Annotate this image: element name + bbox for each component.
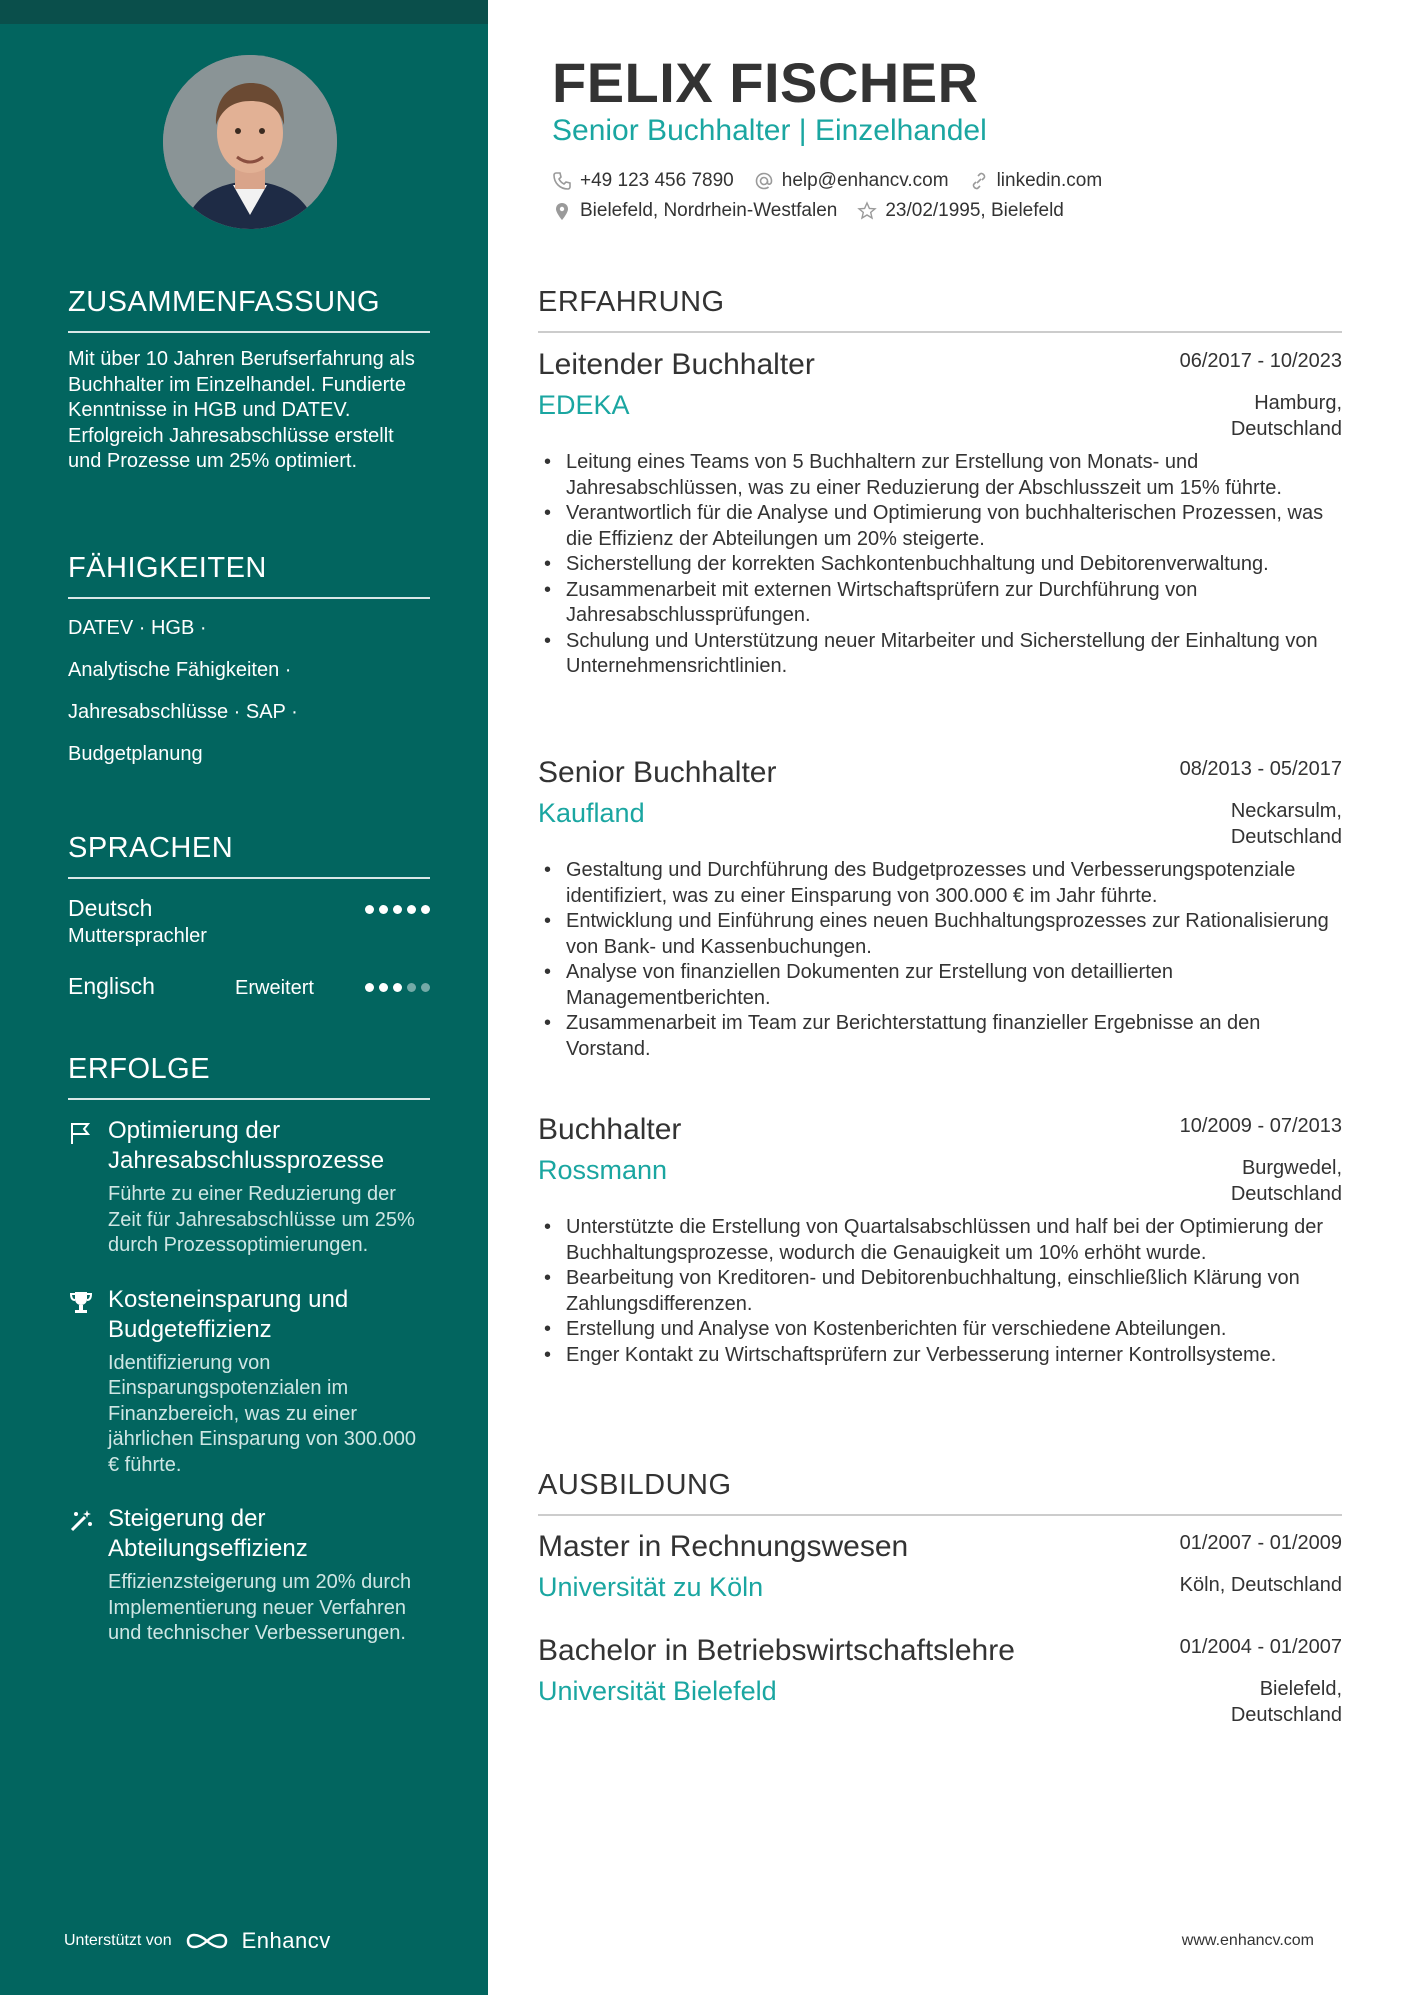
sidebar-top-bar [0, 0, 488, 24]
job-bullet: • Bearbeitung von Kreditoren- und Debitorenbuchhaltung, einschließlich Klärung von Zahlungsdifferenzen. [538, 1266, 1342, 1317]
contact-birth [857, 200, 1064, 222]
job-bullet: • Entwicklung und Einführung eines neuen Buchhaltungsprozesses zur Rationalisierung von Bank- und Kassenbuchungen. [538, 909, 1342, 960]
sidebar [0, 0, 488, 1995]
at-icon [754, 171, 774, 191]
flag-icon [68, 1120, 94, 1146]
rating-dot-empty [421, 983, 430, 992]
job-bullets [538, 1215, 1342, 1368]
brand-name: Enhancv [241, 1928, 331, 1953]
job-bullet: • Erstellung und Analyse von Kostenberichten für verschiedene Abteilungen. [538, 1317, 1342, 1343]
rating-dot-filled [365, 983, 374, 992]
achievement-item [68, 1504, 430, 1647]
job-bullets [538, 450, 1342, 680]
contact-row-2 [552, 200, 1064, 222]
language-item [68, 973, 430, 1033]
job-title: Leitender Buchhalter [538, 348, 815, 381]
rating-dot-empty [407, 983, 416, 992]
job-company: EDEKA [538, 390, 630, 420]
job-location: Hamburg, Deutschland [1230, 392, 1342, 440]
degree-title: Master in Rechnungswesen [538, 1530, 909, 1563]
job-company: Rossmann [538, 1155, 668, 1185]
location-text: Bielefeld, Nordrhein-Westfalen [580, 200, 838, 221]
language-level: Erweitert [235, 977, 314, 999]
summary-title: ZUSAMMENFASSUNG [68, 286, 430, 333]
powered-label: Unterstützt von [64, 1932, 172, 1949]
job-bullet: • Analyse von finanziellen Dokumenten zur Erstellung von detaillierten Managementberichten. [538, 960, 1342, 1011]
job-title: Senior Buchhalter [538, 756, 777, 789]
trophy-icon [68, 1289, 94, 1315]
job-bullet: • Schulung und Unterstützung neuer Mitarbeiter und Sicherstellung der Einhaltung von Unternehmensrichtlinien. [538, 629, 1342, 680]
rating-dot-filled [365, 905, 374, 914]
education-title: AUSBILDUNG [538, 1469, 1342, 1516]
education-location: Köln, Deutschland [1179, 1574, 1342, 1596]
education-location: Bielefeld, Deutschland [1230, 1678, 1342, 1726]
achievement-title: Steigerung der Abteilungseffizienz [108, 1505, 308, 1562]
languages-title: SPRACHEN [68, 832, 430, 879]
achievement-desc: Führte zu einer Reduzierung der Zeit für Jahresabschlüsse um 25% durch Prozessoptimierungen. [108, 1183, 415, 1256]
contact-location [552, 200, 837, 222]
job-bullet: • Leitung eines Teams von 5 Buchhaltern zur Erstellung von Monats- und Jahresabschlüssen, was zu einer Reduzierung der Abschlusszeit um 15% führte. [538, 450, 1342, 501]
job-bullet: • Gestaltung und Durchführung des Budgetprozesses und Verbesserungspotenziale identifiziert, was zu einer Einsparung von 300.000 € im Jahr führte. [538, 858, 1342, 909]
achievements-section [68, 1053, 430, 1673]
footer-url[interactable]: www.enhancv.com [1181, 1932, 1314, 1949]
phone-text: +49 123 456 7890 [580, 170, 734, 191]
summary-section [68, 286, 430, 475]
job-bullet: • Verantwortlich für die Analyse und Optimierung von buchhalterischen Prozessen, was die Effizienz der Abteilungen um 20% steigerte. [538, 501, 1342, 552]
job-bullet: • Sicherstellung der korrekten Sachkontenbuchhaltung und Debitorenverwaltung. [538, 552, 1342, 578]
achievement-title: Optimierung der Jahresabschlussprozesse [108, 1117, 385, 1174]
achievements-title: ERFOLGE [68, 1053, 430, 1100]
star-icon [857, 201, 877, 221]
magic-wand-icon [68, 1508, 94, 1534]
contact-phone [552, 170, 734, 192]
job-bullet: • Unterstützte die Erstellung von Quartalsabschlüssen und half bei der Optimierung der Buchhaltungsprozesse, wodurch die Genauigkeit um 10% erhöht wurde. [538, 1215, 1342, 1266]
powered-by [64, 1928, 331, 1954]
achievement-title: Kosteneinsparung und Budgeteffizienz [108, 1285, 349, 1343]
language-name: Englisch [68, 973, 155, 999]
achievement-desc: Identifizierung von Einsparungspotenzialen im Finanzbereich, was zu einer jährlichen Einsparung von 300.000 € führte. [108, 1351, 416, 1476]
rating-dot-filled [379, 905, 388, 914]
language-item [68, 895, 430, 973]
achievement-desc: Effizienzsteigerung um 20% durch Implementierung neuer Verfahren und technischer Verbesserungen. [108, 1571, 412, 1644]
school-name: Universität Bielefeld [538, 1676, 777, 1706]
link-icon [969, 171, 989, 191]
job-bullets [538, 858, 1342, 1062]
birth-text: 23/02/1995, Bielefeld [885, 200, 1064, 221]
skills-row: DATEV · HGB · [68, 617, 207, 639]
degree-title: Bachelor in Betriebswirtschaftslehre [538, 1634, 1015, 1667]
education-dates: 01/2007 - 01/2009 [1179, 1532, 1342, 1554]
job-dates: 06/2017 - 10/2023 [1179, 350, 1342, 372]
job-bullet: • Zusammenarbeit mit externen Wirtschaftsprüfern zur Durchführung von Jahresabschlussprüfungen. [538, 578, 1342, 629]
job-title: Buchhalter [538, 1113, 682, 1146]
contact-linkedin[interactable] [969, 170, 1103, 192]
rating-dot-filled [379, 983, 388, 992]
languages-section [68, 832, 430, 1033]
enhancv-logo-icon [184, 1929, 230, 1953]
headline: Senior Buchhalter | Einzelhandel [552, 114, 987, 147]
language-name: Deutsch [68, 895, 153, 921]
summary-text: Mit über 10 Jahren Berufserfahrung als Buchhalter im Einzelhandel. Fundierte Kenntnisse in HGB und DATEV. Erfolgreich Jahresabschlüsse erstellt und Prozesse um 25% optimiert. [68, 348, 415, 472]
job-company: Kaufland [538, 798, 645, 828]
rating-dot-filled [393, 983, 402, 992]
language-rating [365, 905, 430, 914]
contact-email[interactable] [754, 170, 949, 192]
experience-title: ERFAHRUNG [538, 286, 1342, 333]
achievement-item [68, 1285, 430, 1479]
phone-icon [552, 171, 572, 191]
rating-dot-filled [421, 905, 430, 914]
job-dates: 08/2013 - 05/2017 [1179, 758, 1342, 780]
email-text[interactable]: help@enhancv.com [781, 170, 949, 191]
skills-row: Budgetplanung [68, 743, 203, 765]
rating-dot-filled [407, 905, 416, 914]
linkedin-text[interactable]: linkedin.com [996, 170, 1103, 191]
skills-row: Jahresabschlüsse · SAP · [68, 701, 298, 723]
education-dates: 01/2004 - 01/2007 [1179, 1636, 1342, 1658]
job-bullet: • Zusammenarbeit im Team zur Berichterstattung finanzieller Ergebnisse an den Vorstand. [538, 1011, 1342, 1062]
skills-section [68, 552, 430, 775]
school-name: Universität zu Köln [538, 1572, 764, 1602]
language-rating [365, 983, 430, 992]
contact-row [552, 170, 1102, 192]
profile-photo [163, 55, 337, 229]
job-bullet: • Enger Kontakt zu Wirtschaftsprüfern zur Verbesserung interner Kontrollsysteme. [538, 1343, 1342, 1369]
rating-dot-filled [393, 905, 402, 914]
job-location: Burgwedel, Deutschland [1230, 1157, 1342, 1205]
language-level: Muttersprachler [68, 925, 207, 947]
skills-title: FÄHIGKEITEN [68, 552, 430, 599]
achievement-item [68, 1116, 430, 1259]
job-location: Neckarsulm, Deutschland [1230, 800, 1342, 848]
location-pin-icon [552, 201, 572, 221]
job-dates: 10/2009 - 07/2013 [1179, 1115, 1342, 1137]
skills-row: Analytische Fähigkeiten · [68, 659, 292, 681]
candidate-name: FELIX FISCHER [552, 51, 979, 114]
